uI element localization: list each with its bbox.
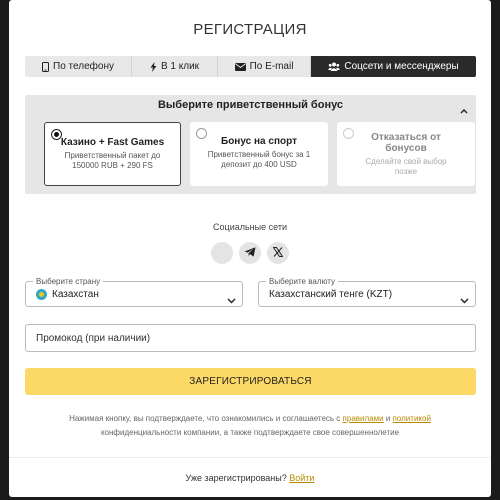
bonus-option-title: Отказаться от бонусов xyxy=(371,132,441,154)
tab-label: Соцсети и мессенджеры xyxy=(344,61,459,72)
registration-tabs xyxy=(25,56,476,77)
bonus-option-casino[interactable] xyxy=(44,122,181,186)
chevron-down-icon xyxy=(227,291,236,309)
login-link[interactable]: Войти xyxy=(289,473,315,483)
terms-text xyxy=(49,412,451,440)
bonus-option-title: Казино + Fast Games xyxy=(60,137,165,148)
divider xyxy=(9,457,491,458)
terms-before: Нажимая кнопку, вы подтверждаете, что ознакомились и соглашаетесь с xyxy=(69,414,341,423)
rules-link[interactable]: правилами xyxy=(342,414,384,423)
tab-label: По E-mail xyxy=(249,61,294,72)
policy-link[interactable]: политикой xyxy=(392,414,431,423)
lightning-icon xyxy=(150,62,157,72)
page-title: РЕГИСТРАЦИЯ xyxy=(193,21,307,38)
bonus-option-title: Бонус на спорт xyxy=(221,136,297,147)
users-icon xyxy=(328,62,340,71)
currency-select[interactable] xyxy=(258,277,476,307)
tab-one-click[interactable] xyxy=(132,56,218,77)
kazakhstan-flag-icon xyxy=(36,289,47,300)
social-button-x[interactable] xyxy=(267,242,289,264)
radio-button[interactable] xyxy=(196,128,207,139)
tab-email[interactable] xyxy=(218,56,311,77)
tab-label: По телефону xyxy=(53,61,114,72)
bonus-option-desc: Сделайте свой выбор позже xyxy=(365,157,447,176)
country-select-label: Выберите страну xyxy=(33,277,103,286)
radio-button[interactable] xyxy=(51,129,62,140)
tab-label: В 1 клик xyxy=(160,61,200,72)
phone-icon xyxy=(42,62,49,72)
login-prompt xyxy=(9,473,491,483)
social-button-telegram[interactable] xyxy=(239,242,261,264)
register-button[interactable]: ЗАРЕГИСТРИРОВАТЬСЯ xyxy=(25,368,476,395)
tab-social[interactable] xyxy=(311,56,476,77)
currency-value: Казахстанский тенге (KZT) xyxy=(269,289,393,300)
login-prompt-text: Уже зарегистрированы? xyxy=(185,473,287,483)
country-value-wrap xyxy=(36,289,99,300)
promo-code-field xyxy=(25,324,476,352)
bonus-option-decline[interactable] xyxy=(337,122,475,186)
social-button-blank[interactable] xyxy=(211,242,233,264)
registration-modal xyxy=(9,0,491,497)
bonus-heading: Выберите приветственный бонус xyxy=(157,99,344,111)
tab-phone[interactable] xyxy=(25,56,132,77)
currency-select-label: Выберите валюту xyxy=(266,277,338,286)
country-select[interactable] xyxy=(25,277,243,307)
social-networks-label: Социальные сети xyxy=(213,222,287,232)
bonus-option-desc: Приветственный пакет до 150000 RUB + 290 FS xyxy=(64,151,161,170)
telegram-icon xyxy=(244,244,256,262)
bonus-option-desc: Приветственный бонус за 1 депозит до 400 USD xyxy=(207,150,311,169)
bonus-option-sport[interactable] xyxy=(190,122,328,186)
country-value: Казахстан xyxy=(52,289,99,300)
envelope-icon xyxy=(235,63,246,71)
chevron-up-icon[interactable] xyxy=(460,101,468,119)
x-icon xyxy=(273,244,283,262)
terms-after: конфиденциальности компании, а также подтверждаете свое совершеннолетие xyxy=(100,428,400,437)
bonus-panel xyxy=(25,95,476,194)
promo-code-input[interactable] xyxy=(26,325,475,351)
chevron-down-icon xyxy=(460,291,469,309)
radio-button[interactable] xyxy=(343,128,354,139)
terms-and: и xyxy=(385,414,391,423)
currency-value-wrap xyxy=(269,289,392,300)
